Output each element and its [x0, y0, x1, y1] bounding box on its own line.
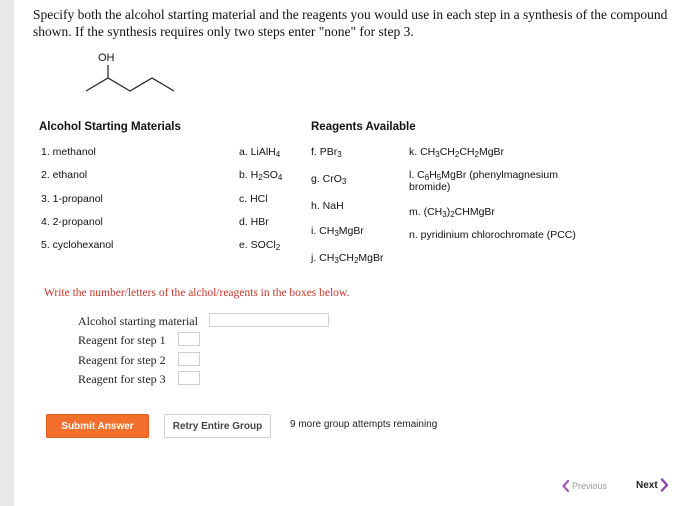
- step2-input[interactable]: [178, 352, 200, 366]
- reagent-item-a: a. LiAlH$_4$: [239, 146, 281, 159]
- previous-button[interactable]: [562, 480, 607, 492]
- reagent-item-b: b. $H_2SO_4$: [239, 169, 283, 182]
- chevron-left-icon: [562, 480, 570, 492]
- alcohol-item: 1. methanol: [41, 146, 96, 158]
- molecule-oh-label: OH: [98, 52, 115, 64]
- reagent-item-j: j. $CH_3CH_2MgBr$: [311, 252, 384, 265]
- question-page: [14, 0, 700, 506]
- reagent-item-d: d. HBr: [239, 216, 269, 228]
- step3-input[interactable]: [178, 371, 200, 385]
- attempts-remaining-text: 9 more group attempts remaining: [290, 419, 438, 430]
- alcohol-item: 2. ethanol: [41, 169, 88, 181]
- reagent-item-e: e. SOCl$_2$: [239, 239, 281, 252]
- reagents-header: Reagents Available: [311, 121, 416, 133]
- target-molecule: [82, 48, 192, 103]
- reagent-item-h: h. NaH: [311, 200, 344, 212]
- reagent-item-n: n. pyridinium chlorochromate (PCC): [409, 229, 576, 241]
- step3-field-label: Reagent for step 3: [78, 372, 166, 386]
- alcohol-item: 3. 1-propanol: [41, 193, 103, 205]
- retry-group-button[interactable]: Retry Entire Group: [164, 414, 271, 438]
- carbon-chain: [86, 78, 174, 91]
- question-text: Specify both the alcohol starting material and the reagents you would use in each step in a synthesis of the compound shown. If the synthesis requires only two steps enter "none" for step 3.: [33, 7, 668, 39]
- next-button[interactable]: [636, 478, 669, 492]
- reagent-item-m: m. $(CH_3)_2CHMgBr$: [409, 206, 495, 219]
- reagent-item-k: k. $CH_3CH_2CH_2MgBr$: [409, 146, 505, 159]
- alcohol-item: 5. cyclohexanol: [41, 239, 114, 251]
- next-label: Next: [636, 479, 658, 491]
- alcohol-field-label: Alcohol starting material: [78, 314, 198, 328]
- step2-field-label: Reagent for step 2: [78, 353, 166, 367]
- chevron-right-icon: [660, 478, 669, 492]
- instruction-text: Write the number/letters of the alchol/reagents in the boxes below.: [44, 287, 350, 299]
- alcohol-item: 4. 2-propanol: [41, 216, 103, 228]
- alcohol-input[interactable]: [209, 313, 329, 327]
- step1-input[interactable]: [178, 332, 200, 346]
- reagent-item-l: l. $C_6H_5MgBr$ (phenylmagnesium bromide): [409, 169, 558, 193]
- previous-label: Previous: [572, 481, 608, 491]
- reagent-item-i: i. $CH_3MgBr$: [311, 225, 364, 238]
- step1-field-label: Reagent for step 1: [78, 333, 166, 347]
- reagent-item-f: f. PBr$_3$: [311, 146, 342, 159]
- alcohols-header: Alcohol Starting Materials: [39, 121, 181, 133]
- reagent-item-c: c. HCl: [239, 193, 268, 205]
- submit-answer-button[interactable]: Submit Answer: [46, 414, 149, 438]
- reagent-item-g: g. CrO$_3$: [311, 173, 347, 186]
